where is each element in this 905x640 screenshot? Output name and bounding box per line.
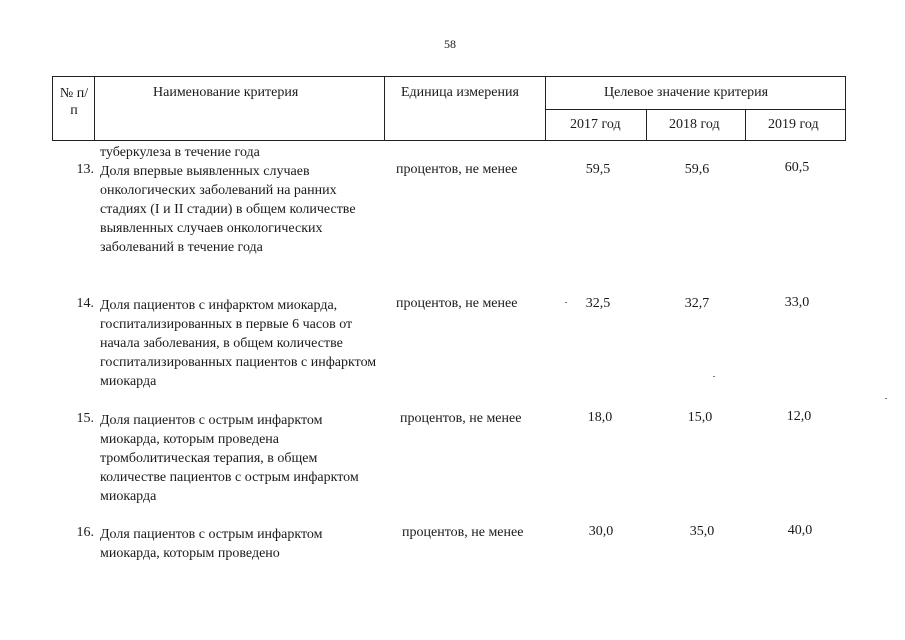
row-criterion-name: Доля впервые выявленных случаев онкологических заболеваний на ранних стадиях (I и II стадии) в общем количестве выявленных случаев онкологических заболеваний в течение года xyxy=(100,164,356,255)
row-value-2017: 59,5 xyxy=(585,162,611,177)
row-criterion-name: Доля пациентов с острым инфарктом миокарда, которым проведено xyxy=(100,527,323,561)
row-unit: процентов, не менее xyxy=(396,162,518,177)
page-number: 58 xyxy=(444,37,456,51)
row-number: 16. xyxy=(76,525,94,540)
scan-speck xyxy=(713,376,715,377)
row-unit: процентов, не менее xyxy=(400,411,522,426)
header-num-label: № п/п xyxy=(59,86,89,118)
row-value-2017: 18,0 xyxy=(587,410,613,425)
row-unit: процентов, не менее xyxy=(396,296,518,311)
header-year-2018-label: 2018 год xyxy=(669,117,720,132)
row-criterion-name: Доля пациентов с острым инфарктом миокарда, которым проведена тромболитическая терапия, в общем количестве пациентов с острым инфарктом миокарда xyxy=(100,413,359,504)
row-value-2019: 40,0 xyxy=(787,523,813,538)
header-num-cell xyxy=(52,76,95,141)
row-value-2017: 30,0 xyxy=(588,524,614,539)
continuation-text: туберкулеза в течение года xyxy=(100,145,260,160)
header-year-2018-cell xyxy=(646,109,746,141)
header-name-cell xyxy=(94,76,385,141)
row-value-2018: 15,0 xyxy=(687,410,713,425)
header-name-label: Наименование критерия xyxy=(153,85,299,100)
row-value-2019: 33,0 xyxy=(784,295,810,310)
row-number: 13. xyxy=(76,162,94,177)
row-number: 14. xyxy=(76,296,94,311)
row-value-2018: 59,6 xyxy=(684,162,710,177)
row-unit: процентов, не менее xyxy=(402,525,524,540)
header-year-2019-cell xyxy=(745,109,846,141)
scan-speck xyxy=(885,398,887,399)
header-unit-label: Единица измерения xyxy=(401,85,519,100)
row-value-2017: 32,5 xyxy=(585,296,611,311)
row-value-2018: 35,0 xyxy=(689,524,715,539)
row-number: 15. xyxy=(76,411,94,426)
row-value-2018: 32,7 xyxy=(684,296,710,311)
row-criterion-name: Доля пациентов с инфарктом миокарда, госпитализированных в первые 6 часов от начала заболевания, в общем количестве госпитализированных пациентов с инфарктом миокарда xyxy=(100,298,377,389)
header-target-cell xyxy=(545,76,846,110)
header-target-label: Целевое значение критерия xyxy=(604,85,769,100)
header-year-2017-cell xyxy=(545,109,647,141)
scan-speck xyxy=(565,302,567,303)
row-value-2019: 60,5 xyxy=(784,160,810,175)
header-unit-cell xyxy=(384,76,546,141)
row-value-2019: 12,0 xyxy=(786,409,812,424)
header-year-2019-label: 2019 год xyxy=(768,117,819,132)
header-year-2017-label: 2017 год xyxy=(570,117,621,132)
